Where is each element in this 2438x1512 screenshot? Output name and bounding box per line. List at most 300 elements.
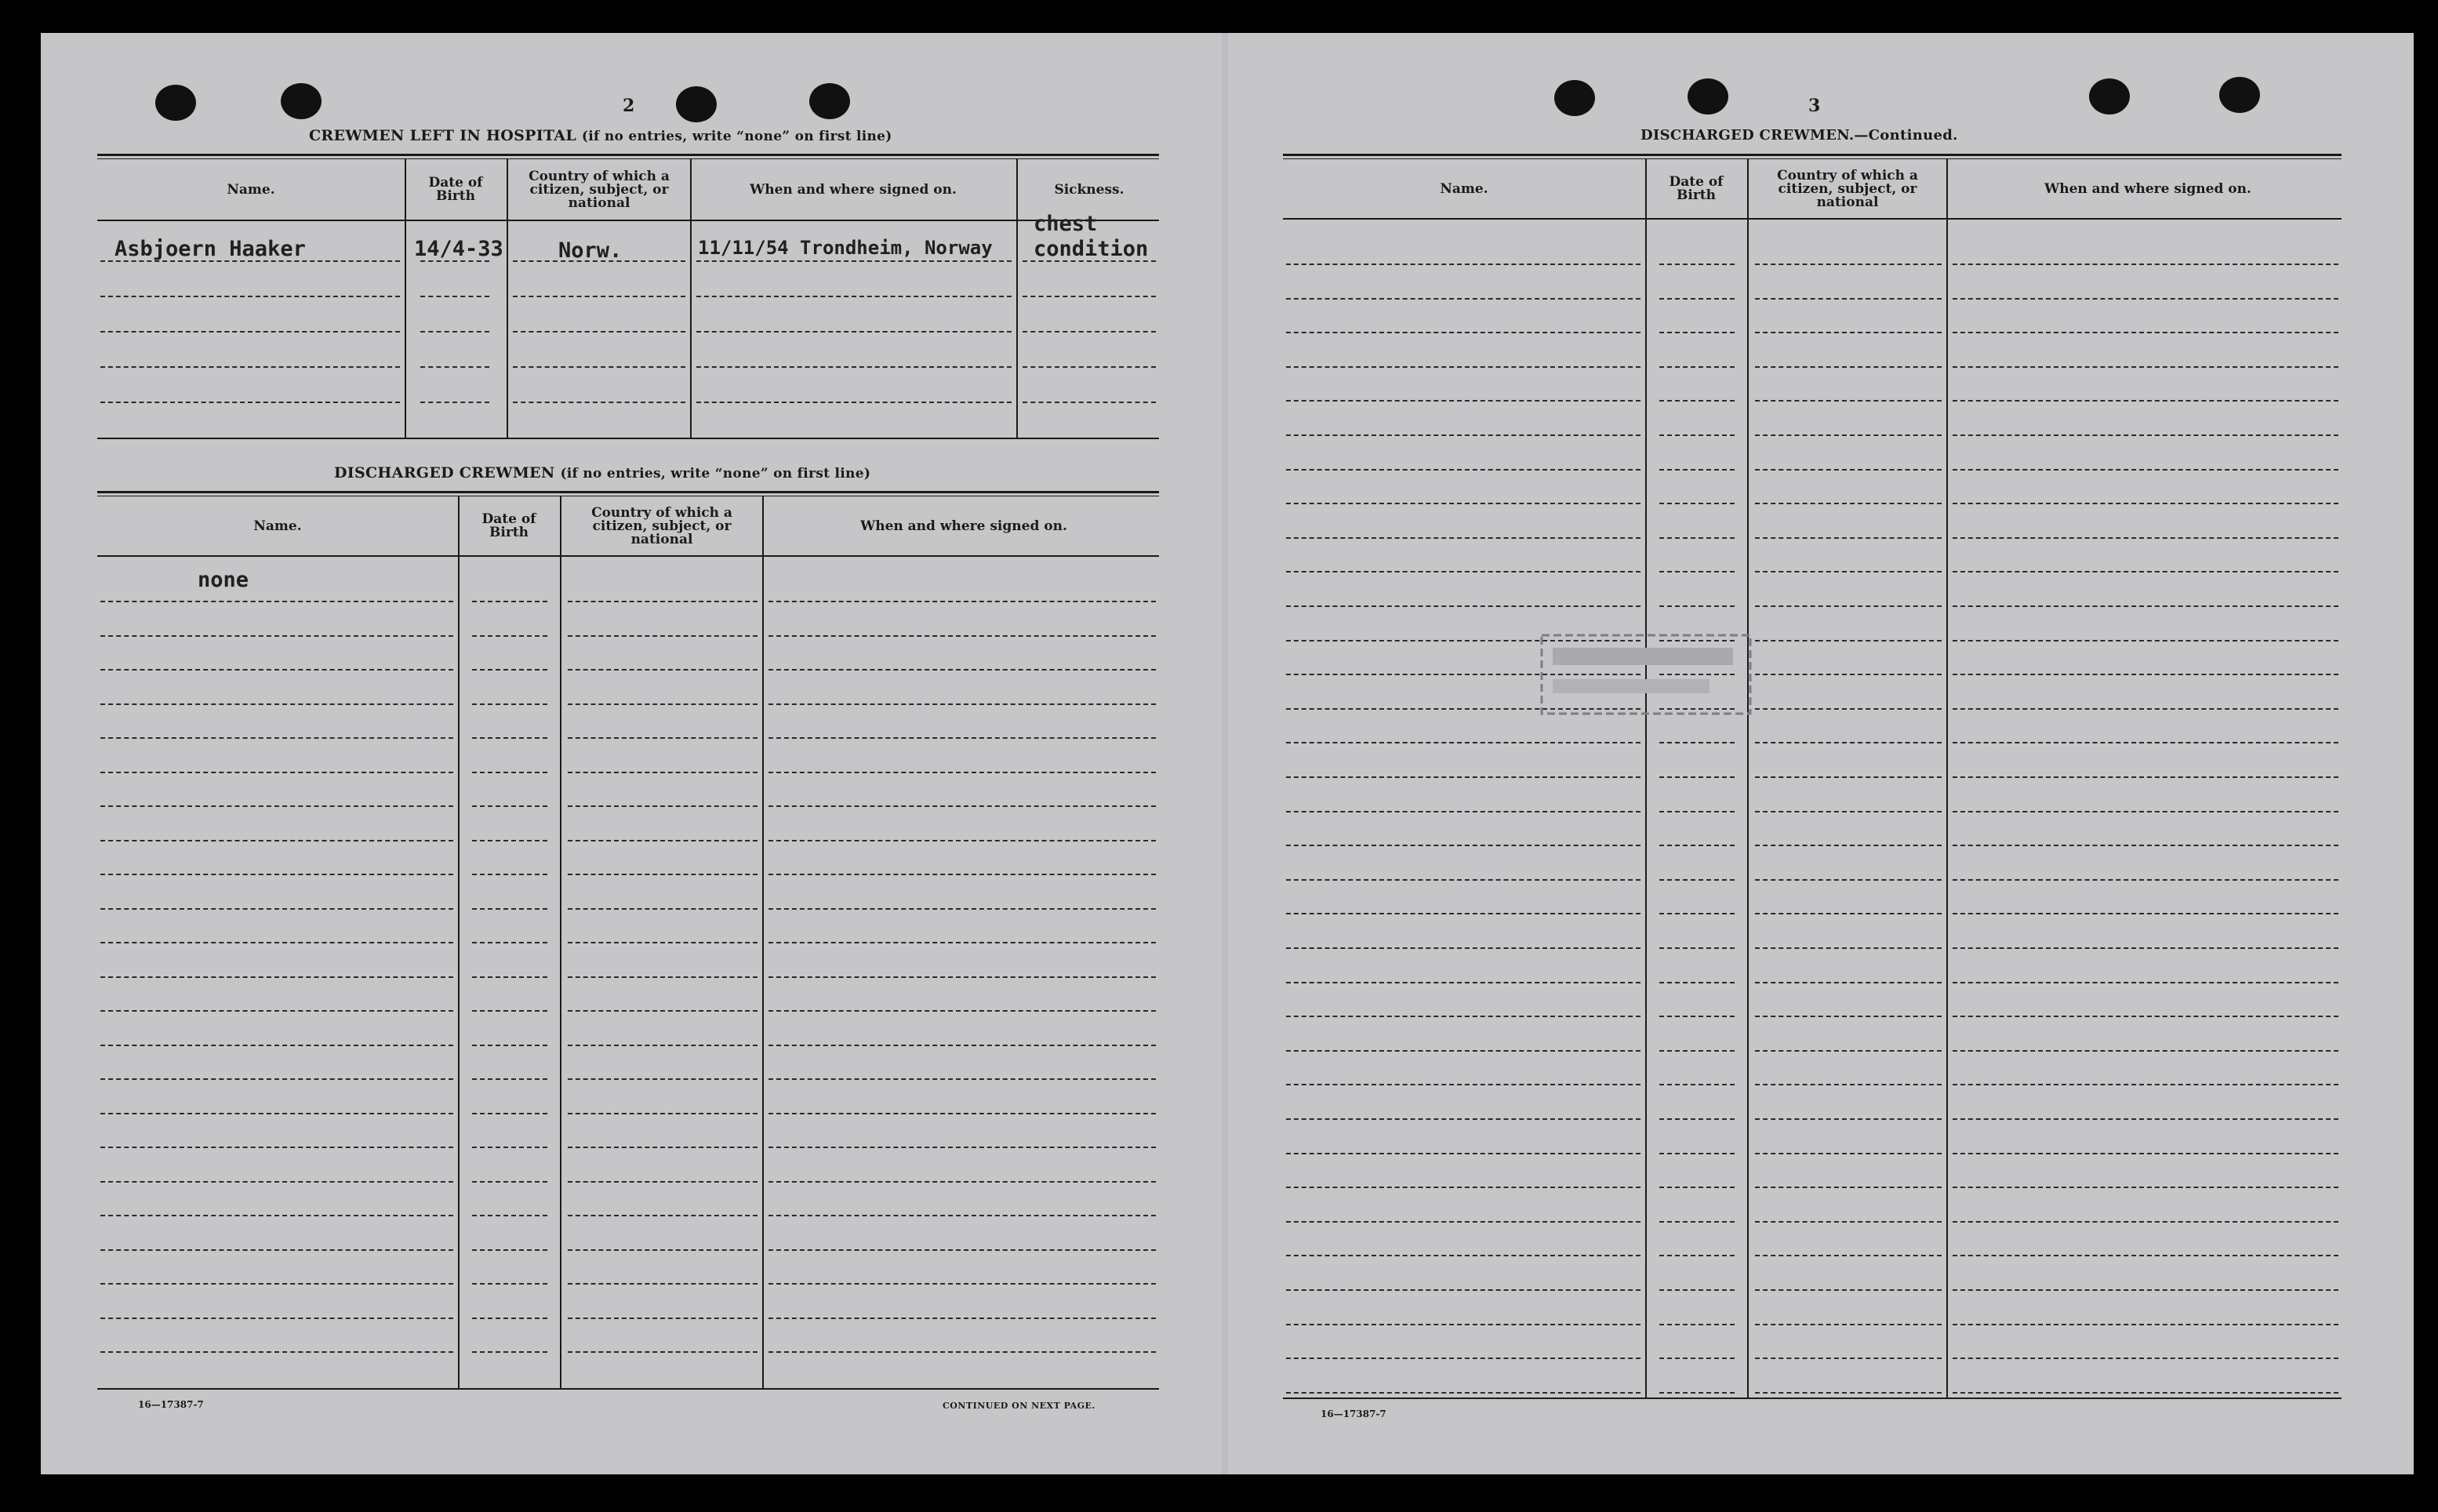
ruled-line	[100, 1010, 453, 1012]
ruled-line	[472, 976, 547, 978]
ruled-line	[568, 703, 758, 705]
ruled-line	[472, 1249, 547, 1251]
ruled-line	[1755, 1153, 1942, 1154]
ruled-line	[472, 703, 547, 705]
ruled-line	[768, 1215, 1156, 1216]
ruled-line	[100, 402, 400, 403]
table-rule	[1283, 154, 2342, 156]
ruled-line	[768, 942, 1156, 943]
ruled-line	[1286, 1118, 1640, 1120]
ruled-line	[1286, 400, 1640, 402]
ruled-line	[1286, 776, 1640, 778]
ruled-line	[472, 737, 547, 739]
ruled-line	[1286, 1324, 1640, 1325]
ruled-line	[768, 874, 1156, 875]
column-divider	[1016, 158, 1018, 438]
ruled-line	[1755, 298, 1942, 300]
ruled-line	[1953, 708, 2338, 710]
ruled-line	[768, 1351, 1156, 1353]
ruled-line	[420, 402, 489, 403]
ruled-line	[1659, 1050, 1735, 1052]
ruled-line	[568, 772, 758, 773]
ruled-line	[1659, 264, 1735, 265]
ruled-line	[100, 1113, 453, 1114]
ruled-line	[1953, 776, 2338, 778]
ruled-line	[1659, 776, 1735, 778]
ruled-line	[1755, 1221, 1942, 1223]
ruled-line	[1286, 537, 1640, 539]
ruled-line	[1755, 1392, 1942, 1394]
ruled-line	[1755, 982, 1942, 983]
ruled-line	[100, 331, 400, 333]
ruled-line	[100, 1181, 453, 1183]
column-divider	[560, 496, 561, 1388]
header-rule	[97, 555, 1159, 557]
column-header-country: Country of which a citizen, subject, or national	[591, 504, 732, 547]
punch-hole	[1688, 78, 1728, 114]
ruled-line	[1755, 947, 1942, 949]
ruled-line	[513, 402, 685, 403]
ruled-line	[1023, 296, 1156, 297]
ruled-line	[1659, 1392, 1735, 1394]
ruled-line	[1286, 1221, 1640, 1223]
ruled-line	[472, 1113, 547, 1114]
ruled-line	[1953, 1187, 2338, 1188]
ruled-line	[768, 1010, 1156, 1012]
table-rule	[97, 158, 1159, 159]
ruled-line	[1953, 947, 2338, 949]
entry-name: Asbjoern Haaker	[114, 237, 306, 261]
ruled-line	[1953, 1153, 2338, 1154]
ruled-line	[1953, 400, 2338, 402]
page-number: 3	[1808, 96, 1821, 116]
ruled-line	[1659, 982, 1735, 983]
table-rule	[97, 438, 1159, 439]
ruled-line	[472, 1147, 547, 1148]
rubber-stamp	[1539, 632, 1757, 720]
ruled-line	[1659, 605, 1735, 607]
ruled-line	[1755, 913, 1942, 914]
ruled-line	[1286, 605, 1640, 607]
hospital-subtitle: (if no entries, write “none” on first line)	[581, 129, 892, 144]
ruled-line	[1953, 298, 2338, 300]
column-header-signed-on: When and where signed on.	[860, 518, 1067, 534]
ruled-line	[568, 805, 758, 807]
punch-hole	[1554, 80, 1595, 116]
ruled-line	[768, 1113, 1156, 1114]
column-divider	[690, 158, 692, 438]
punch-hole	[2219, 77, 2260, 113]
ruled-line	[1953, 1050, 2338, 1052]
punch-hole	[2089, 78, 2130, 114]
ruled-line	[696, 260, 1012, 262]
column-header-name: Name.	[1440, 180, 1488, 197]
ruled-line	[1286, 1050, 1640, 1052]
ruled-line	[768, 840, 1156, 841]
ruled-line	[100, 1045, 453, 1046]
ruled-line	[1286, 742, 1640, 743]
ruled-line	[100, 366, 400, 368]
ruled-line	[1953, 366, 2338, 368]
ruled-line	[1755, 1289, 1942, 1291]
ruled-line	[1023, 402, 1156, 403]
ruled-line	[472, 908, 547, 910]
ruled-line	[1953, 879, 2338, 881]
ruled-line	[696, 331, 1012, 333]
entry-signed-on: 11/11/54 Trondheim, Norway	[698, 237, 993, 259]
ruled-line	[768, 976, 1156, 978]
ruled-line	[472, 635, 547, 637]
ruled-line	[1953, 332, 2338, 333]
discharged-continued-table	[1283, 154, 2342, 1401]
entry-sickness-line2: condition	[1034, 237, 1149, 261]
ruled-line	[1286, 298, 1640, 300]
hospital-table	[97, 154, 1159, 441]
ruled-line	[768, 601, 1156, 602]
ruled-line	[100, 737, 453, 739]
ruled-line	[1755, 1050, 1942, 1052]
column-header-date-of-birth: Date of Birth	[428, 175, 483, 204]
ruled-line	[1286, 845, 1640, 846]
ruled-line	[568, 1181, 758, 1183]
ruled-line	[1755, 400, 1942, 402]
ruled-line	[568, 1318, 758, 1319]
ruled-line	[1659, 1084, 1735, 1085]
ruled-line	[100, 1351, 453, 1353]
ruled-line	[1659, 1289, 1735, 1291]
ruled-line	[1286, 366, 1640, 368]
ruled-line	[1953, 674, 2338, 675]
ruled-line	[768, 805, 1156, 807]
ruled-line	[568, 1215, 758, 1216]
ruled-line	[1659, 571, 1735, 572]
ruled-line	[568, 1283, 758, 1285]
ruled-line	[568, 635, 758, 637]
column-header-signed-on: When and where signed on.	[2044, 180, 2251, 197]
ruled-line	[768, 635, 1156, 637]
ruled-line	[100, 669, 453, 671]
ruled-line	[1953, 742, 2338, 743]
ruled-line	[568, 874, 758, 875]
ruled-line	[100, 1283, 453, 1285]
ruled-line	[1755, 503, 1942, 504]
ruled-line	[568, 1113, 758, 1114]
ruled-line	[1953, 1118, 2338, 1120]
ruled-line	[1659, 469, 1735, 471]
ruled-line	[1659, 434, 1735, 436]
ruled-line	[100, 1147, 453, 1148]
ruled-line	[568, 669, 758, 671]
ruled-line	[472, 1010, 547, 1012]
ruled-line	[1953, 571, 2338, 572]
table-rule	[1283, 158, 2342, 159]
ruled-line	[1659, 1187, 1735, 1188]
ruled-line	[1286, 1187, 1640, 1188]
ruled-line	[768, 1045, 1156, 1046]
ruled-line	[1286, 811, 1640, 812]
ruled-line	[1755, 708, 1942, 710]
ruled-line	[1953, 605, 2338, 607]
ruled-line	[420, 366, 489, 368]
ruled-line	[696, 366, 1012, 368]
entry-date-of-birth: 14/4-33	[414, 237, 503, 261]
ruled-line	[1286, 947, 1640, 949]
entry-country: Norw.	[558, 238, 623, 263]
ruled-line	[768, 1249, 1156, 1251]
continued-note: CONTINUED ON NEXT PAGE.	[943, 1401, 1095, 1411]
ruled-line	[1023, 366, 1156, 368]
ruled-line	[1659, 845, 1735, 846]
ruled-line	[472, 1181, 547, 1183]
ruled-line	[568, 840, 758, 841]
ruled-line	[1755, 332, 1942, 333]
ruled-line	[768, 1078, 1156, 1080]
ruled-line	[1755, 742, 1942, 743]
ruled-line	[768, 669, 1156, 671]
ruled-line	[1953, 913, 2338, 914]
ruled-line	[1286, 1016, 1640, 1017]
ruled-line	[100, 635, 453, 637]
ruled-line	[100, 805, 453, 807]
ruled-line	[568, 737, 758, 739]
ruled-line	[472, 772, 547, 773]
ruled-line	[513, 366, 685, 368]
ruled-line	[472, 1078, 547, 1080]
ruled-line	[472, 942, 547, 943]
form-code: 16—17387-7	[138, 1399, 204, 1410]
ruled-line	[1755, 845, 1942, 846]
ruled-line	[768, 908, 1156, 910]
entry-sickness-line1: chest	[1034, 212, 1098, 236]
ruled-line	[1953, 434, 2338, 436]
column-header-country: Country of which a citizen, subject, or national	[1777, 167, 1918, 210]
ruled-line	[1286, 469, 1640, 471]
header-rule	[97, 220, 1159, 221]
column-divider	[405, 158, 406, 438]
column-divider	[1946, 158, 1948, 1398]
ruled-line	[1659, 1324, 1735, 1325]
column-header-date-of-birth: Date of Birth	[481, 511, 536, 540]
table-rule	[1283, 1398, 2342, 1399]
discharged-section-title	[334, 464, 870, 482]
column-header-country: Country of which a citizen, subject, or national	[529, 168, 670, 211]
ruled-line	[1659, 366, 1735, 368]
ruled-line	[1953, 1289, 2338, 1291]
ruled-line	[472, 1318, 547, 1319]
ruled-line	[1953, 982, 2338, 983]
ruled-line	[1286, 332, 1640, 333]
ruled-line	[1953, 1016, 2338, 1017]
ruled-line	[1023, 331, 1156, 333]
ruled-line	[1659, 1358, 1735, 1359]
ruled-line	[100, 874, 453, 875]
ruled-line	[1659, 947, 1735, 949]
ruled-line	[568, 1078, 758, 1080]
ruled-line	[1659, 503, 1735, 504]
ruled-line	[513, 331, 685, 333]
ruled-line	[1755, 469, 1942, 471]
ruled-line	[472, 1215, 547, 1216]
ruled-line	[1286, 1153, 1640, 1154]
ruled-line	[1659, 537, 1735, 539]
ruled-line	[472, 1283, 547, 1285]
ruled-line	[696, 296, 1012, 297]
ruled-line	[768, 1181, 1156, 1183]
ruled-line	[1755, 1016, 1942, 1017]
ruled-line	[568, 908, 758, 910]
ruled-line	[100, 1318, 453, 1319]
ruled-line	[1755, 571, 1942, 572]
ruled-line	[1953, 537, 2338, 539]
ruled-line	[100, 908, 453, 910]
form-code: 16—17387-7	[1321, 1408, 1386, 1419]
table-rule	[97, 491, 1159, 493]
column-divider	[458, 496, 460, 1388]
ruled-line	[1286, 879, 1640, 881]
ruled-line	[472, 1045, 547, 1046]
punch-hole	[809, 83, 850, 119]
column-divider	[507, 158, 508, 438]
ruled-line	[1659, 1118, 1735, 1120]
ruled-line	[768, 703, 1156, 705]
ruled-line	[1755, 537, 1942, 539]
ruled-line	[100, 601, 453, 602]
ruled-line	[1953, 503, 2338, 504]
ruled-line	[1286, 571, 1640, 572]
header-rule	[1283, 218, 2342, 220]
ruled-line	[1659, 811, 1735, 812]
ruled-line	[1286, 1289, 1640, 1291]
ruled-line	[472, 669, 547, 671]
table-rule	[97, 1388, 1159, 1390]
ruled-line	[1286, 1084, 1640, 1085]
ruled-line	[100, 942, 453, 943]
ruled-line	[1953, 1255, 2338, 1256]
column-header-signed-on: When and where signed on.	[750, 181, 957, 198]
ruled-line	[1659, 298, 1735, 300]
hospital-section-title	[309, 127, 892, 144]
ruled-line	[100, 772, 453, 773]
hospital-title-text: CREWMEN LEFT IN HOSPITAL	[309, 127, 576, 144]
ruled-line	[1286, 1358, 1640, 1359]
ruled-line	[1953, 1358, 2338, 1359]
discharged-title-text: DISCHARGED CREWMEN	[334, 464, 555, 482]
ruled-line	[1755, 1255, 1942, 1256]
column-header-name: Name.	[253, 518, 302, 534]
ruled-line	[1755, 640, 1942, 642]
ruled-line	[1659, 742, 1735, 743]
ruled-line	[472, 1351, 547, 1353]
ruled-line	[1953, 264, 2338, 265]
ruled-line	[568, 1010, 758, 1012]
ruled-line	[1953, 1084, 2338, 1085]
ruled-line	[1755, 434, 1942, 436]
discharged-continued-title: DISCHARGED CREWMEN.—Continued.	[1640, 127, 1958, 144]
punch-hole	[676, 86, 717, 122]
ruled-line	[472, 840, 547, 841]
ruled-line	[1953, 1324, 2338, 1325]
ruled-line	[1755, 605, 1942, 607]
ruled-line	[1286, 982, 1640, 983]
ruled-line	[568, 1147, 758, 1148]
ruled-line	[568, 1249, 758, 1251]
ruled-line	[100, 1215, 453, 1216]
ruled-line	[100, 296, 400, 297]
ruled-line	[1953, 1392, 2338, 1394]
discharged-table	[97, 491, 1159, 1390]
ruled-line	[100, 1078, 453, 1080]
ruled-line	[1286, 434, 1640, 436]
ruled-line	[1755, 264, 1942, 265]
ruled-line	[1286, 1255, 1640, 1256]
ruled-line	[100, 703, 453, 705]
column-divider	[1645, 158, 1647, 1398]
ruled-line	[1659, 1221, 1735, 1223]
discharged-subtitle: (if no entries, write “none” on first line)	[560, 466, 871, 482]
ruled-line	[1755, 1324, 1942, 1325]
ruled-line	[100, 1249, 453, 1251]
ruled-line	[1953, 845, 2338, 846]
ruled-line	[472, 601, 547, 602]
ruled-line	[1755, 811, 1942, 812]
ruled-line	[420, 331, 489, 333]
ruled-line	[100, 840, 453, 841]
discharged-entry-name: none	[198, 568, 249, 592]
ruled-line	[1755, 366, 1942, 368]
ruled-line	[568, 1045, 758, 1046]
ruled-line	[1286, 913, 1640, 914]
ruled-line	[1953, 640, 2338, 642]
ruled-line	[1659, 913, 1735, 914]
ruled-line	[568, 601, 758, 602]
ruled-line	[1659, 332, 1735, 333]
punch-hole	[155, 85, 196, 121]
ruled-line	[1755, 776, 1942, 778]
ruled-line	[1953, 469, 2338, 471]
ruled-line	[420, 296, 489, 297]
ruled-line	[1953, 811, 2338, 812]
ruled-line	[1659, 1153, 1735, 1154]
ruled-line	[513, 296, 685, 297]
table-rule	[97, 154, 1159, 156]
ruled-line	[768, 737, 1156, 739]
page-number: 2	[623, 96, 635, 116]
ruled-line	[1286, 503, 1640, 504]
ruled-line	[768, 772, 1156, 773]
ruled-line	[1755, 879, 1942, 881]
ruled-line	[100, 976, 453, 978]
ruled-line	[1659, 879, 1735, 881]
punch-hole	[281, 83, 322, 119]
column-divider	[762, 496, 764, 1388]
ruled-line	[1755, 1118, 1942, 1120]
ruled-line	[768, 1147, 1156, 1148]
ruled-line	[1286, 1392, 1640, 1394]
column-header-sickness: Sickness.	[1054, 181, 1125, 198]
ruled-line	[1755, 1187, 1942, 1188]
column-divider	[1747, 158, 1749, 1398]
ruled-line	[472, 874, 547, 875]
ruled-line	[1659, 400, 1735, 402]
ruled-line	[1659, 1016, 1735, 1017]
ruled-line	[568, 976, 758, 978]
ruled-line	[568, 1351, 758, 1353]
ruled-line	[768, 1283, 1156, 1285]
ruled-line	[1953, 1221, 2338, 1223]
column-header-name: Name.	[227, 181, 275, 198]
ruled-line	[1755, 674, 1942, 675]
ruled-line	[472, 805, 547, 807]
